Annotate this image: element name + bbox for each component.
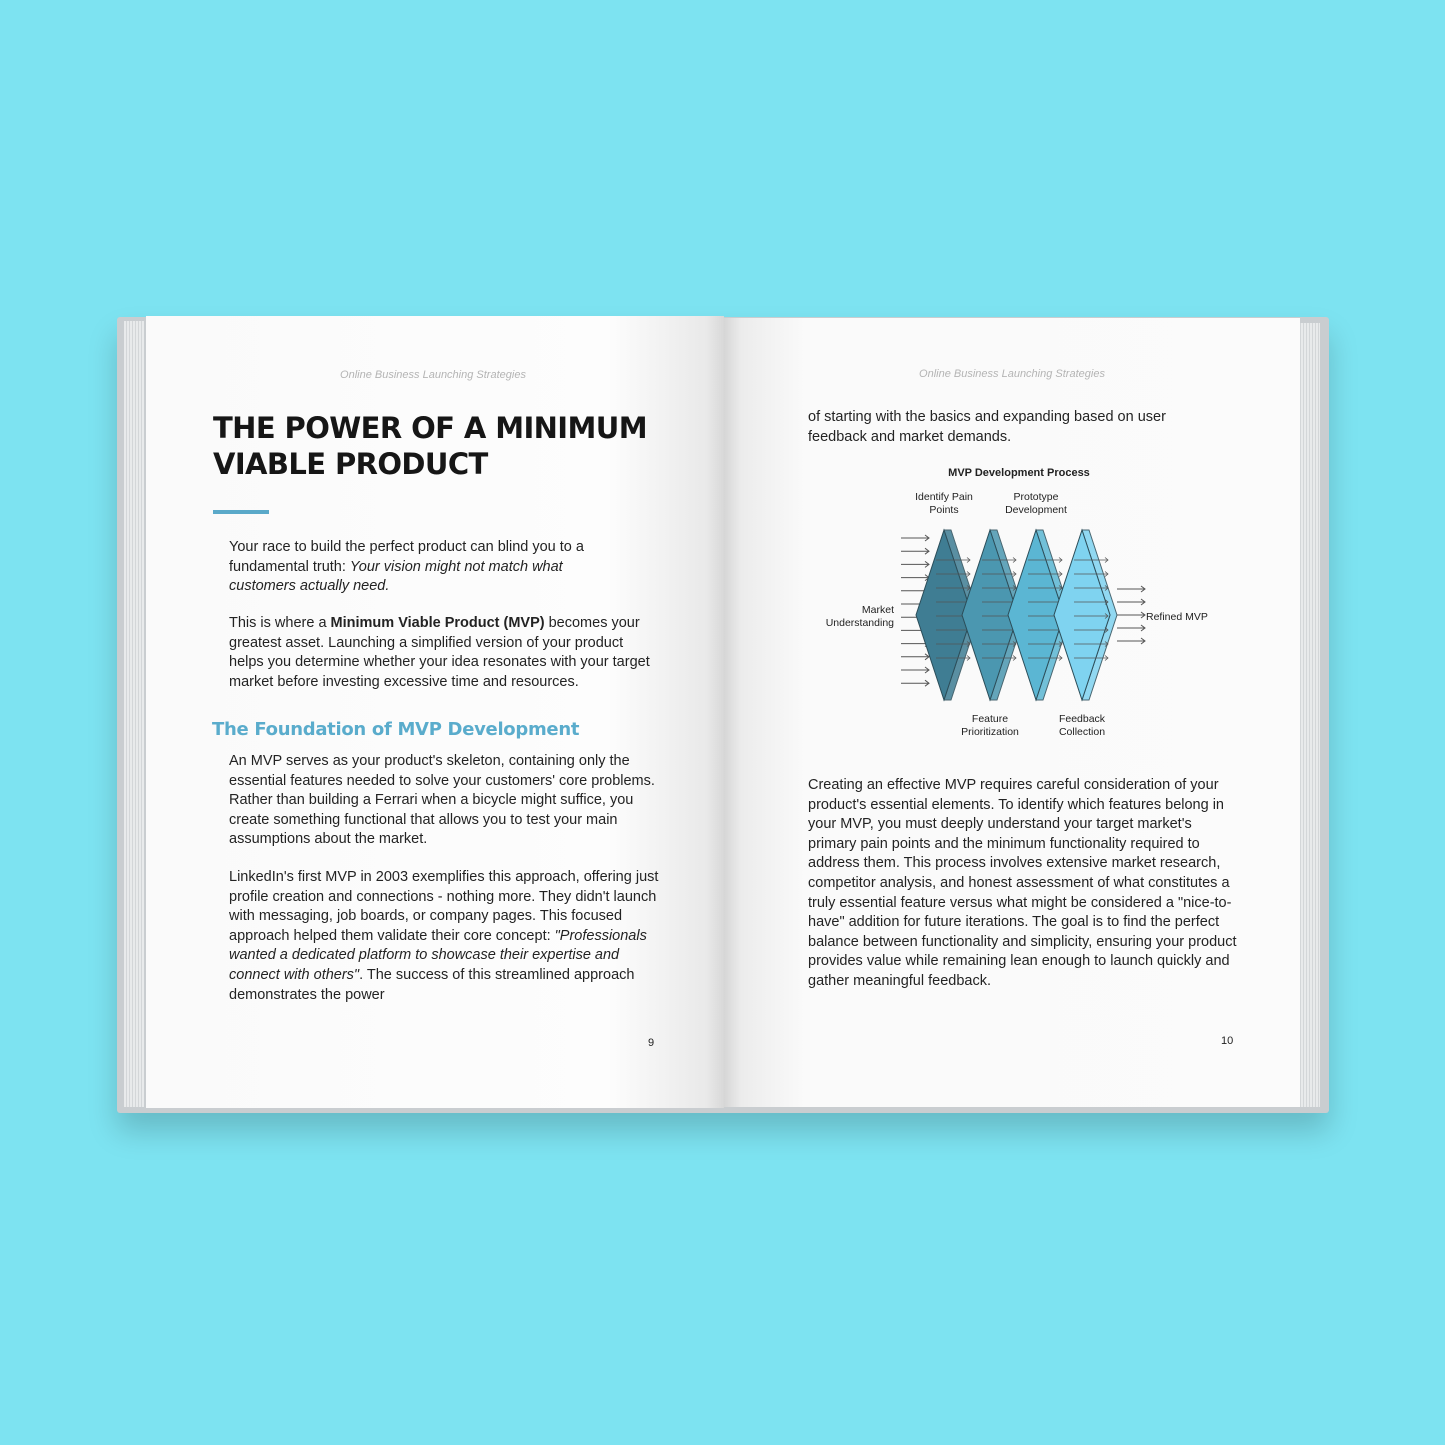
stage-label-line2: Points [929,504,959,516]
stage-shape [1054,530,1110,700]
diagram-title: MVP Development Process [948,467,1090,479]
mvp-bold: Minimum Viable Product (MVP) [330,615,545,631]
intro-paragraph [229,538,624,597]
output-arrows [1117,586,1145,644]
running-head: Online Business Launching Strategies [340,369,526,381]
linkedin-rest: . The success of this streamlined approach demonstrates the power [229,966,635,1003]
mvp-paragraph [229,614,659,692]
input-label-line1: Market [861,604,894,616]
page-number: 9 [648,1037,655,1049]
page-edges-right [1300,323,1320,1107]
stage-label-line1: Prototype [1013,491,1059,503]
title-line-1: THE POWER OF A MINIMUM [213,411,647,445]
title-underline [213,510,269,514]
mvp-process-diagram [804,458,1224,748]
output-label: Refined MVP [1146,611,1208,623]
input-label-line2: Understanding [825,617,894,629]
running-head: Online Business Launching Strategies [919,368,1105,380]
stage-label-line2: Prioritization [961,726,1019,738]
foundation-paragraph: An MVP serves as your product's skeleton, containing only the essential features needed to solve your customers' core problems. Rather than building a Ferrari when a bicycle might suffice, you create something functional that allows you to test your main assumptions about the market. [229,753,655,848]
linkedin-quote: "Professionals wanted a dedicated platform to showcase their expertise and connect with others" [229,927,647,983]
stage-label-line1: Feature [971,713,1009,725]
mvp-rest: becomes your greatest asset. Launching a simplified version of your product helps you determine whether your idea resonates with your target market before investing excessive time and resources. [229,615,650,690]
mvp-lead: This is where a [229,615,331,631]
linkedin-lead: LinkedIn's first MVP in 2003 exemplifies this approach, offering just profile creation and connections - nothing more. They didn't launch with messaging, job boards, or company pages. This focused approach helped them validate their core concept: [229,869,659,944]
stage-label-line2: Development [1005,504,1067,516]
right-page [724,318,1300,1107]
diagram-stages [916,530,1117,700]
page-number: 10 [1221,1035,1234,1047]
stage-label-line1: Feedback [1058,713,1106,725]
intro-emphasis: Your vision might not match what customers actually need. [229,558,563,595]
stage-label-line2: Collection [1058,726,1106,738]
stage-label-line1: Identify Pain [915,491,973,503]
body-paragraph: Creating an effective MVP requires careful consideration of your product's essential elements. To identify which features belong in your MVP, you must deeply understand your target market's primary pain points and the minimum functionality required to address them. This process involves extensive market research, competitor analysis, and honest assessment of what constitutes a truly essential feature versus what might be considered a "nice-to-have" addition for future iterations. The goal is to find the perfect balance between functionality and simplicity, ensuring your product provides value while remaining lean enough to launch quickly and gather meaningful feedback. [808,777,1237,989]
linkedin-paragraph [229,868,661,1005]
intro-lead: Your race to build the perfect product can blind you to a fundamental truth: [229,539,584,575]
left-page [146,316,724,1108]
section-heading: The Foundation of MVP Development [212,719,580,740]
continuation-paragraph: of starting with the basics and expanding based on user feedback and market demands. [808,409,1166,445]
page-title [213,410,673,482]
title-line-2: VIABLE PRODUCT [213,447,488,481]
page-edges-left [124,321,144,1107]
